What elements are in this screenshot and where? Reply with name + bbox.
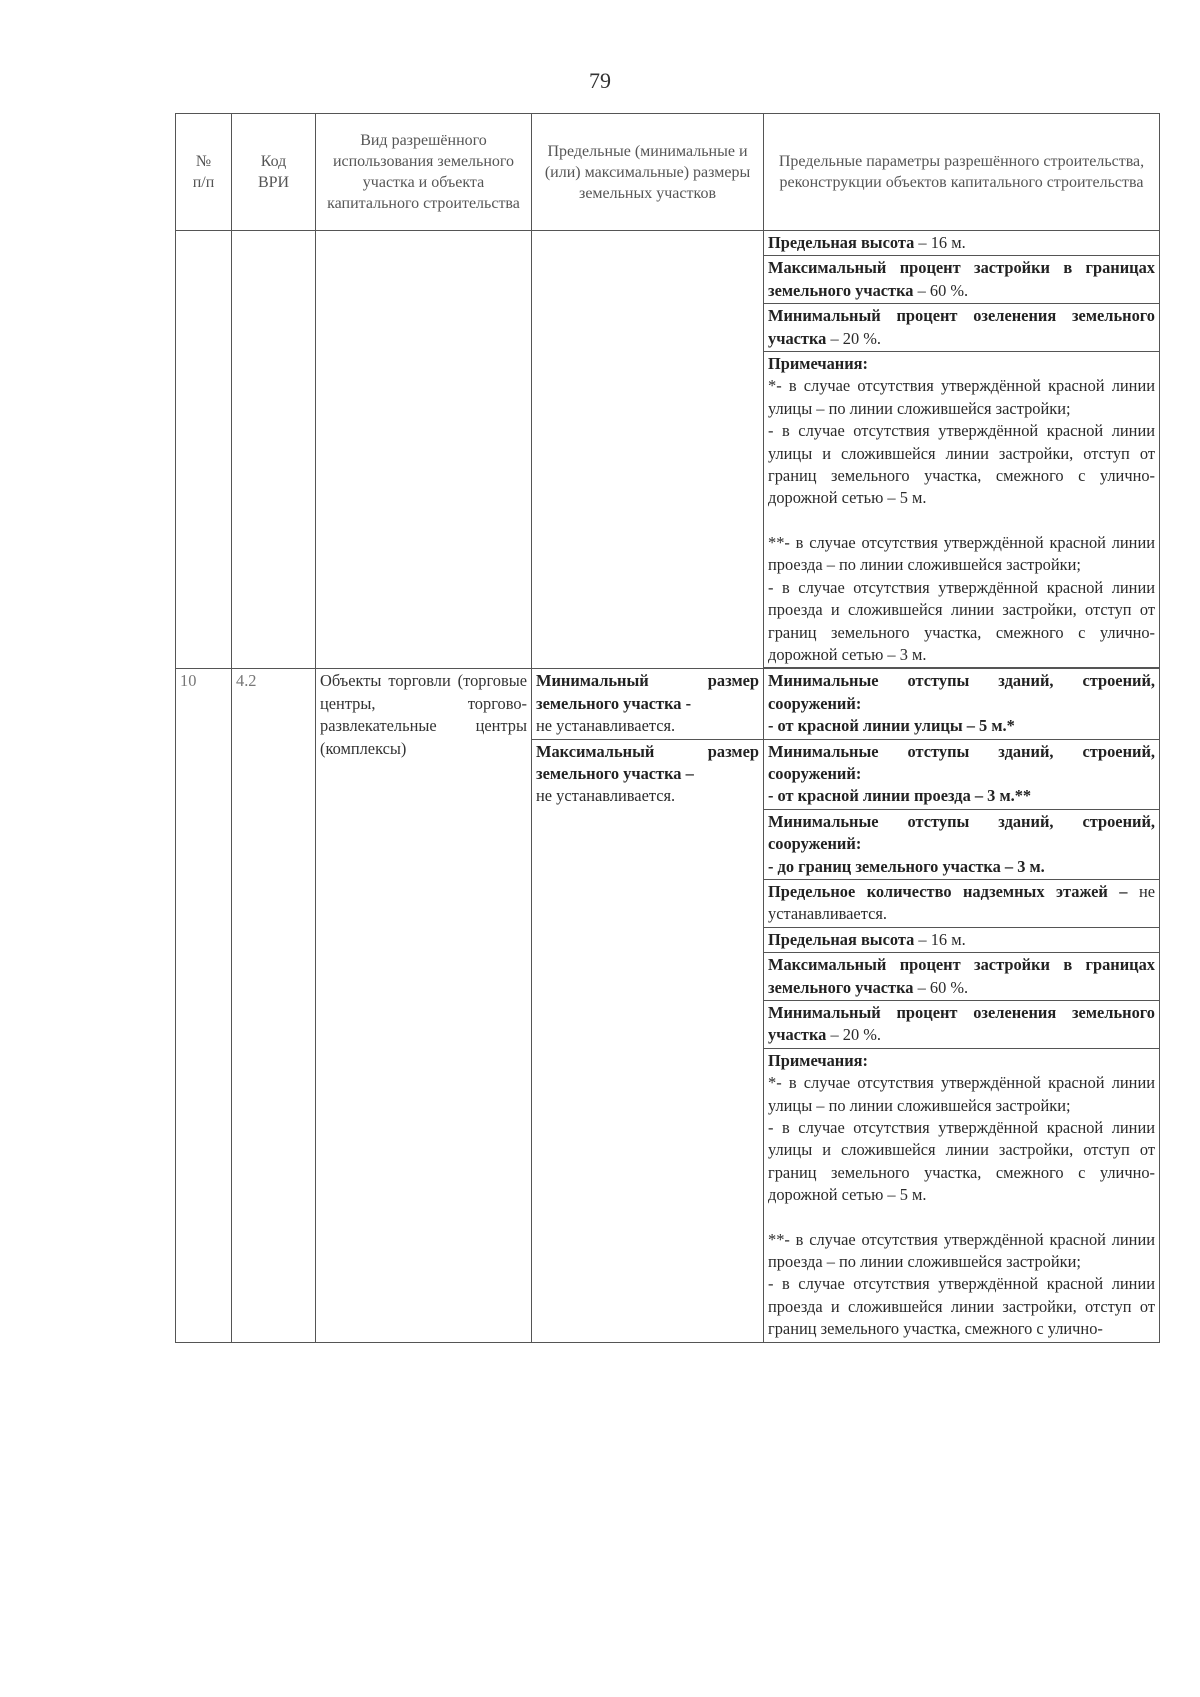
note-item: *- в случае отсутствия утверждённой красной линии улицы – по линии сложившейся застройки; (768, 1073, 1155, 1115)
cell-code-cont (232, 231, 316, 669)
cell-number-cont (176, 231, 232, 669)
notes-title: Примечания: (768, 1050, 868, 1070)
param-indent-border: Минимальные отступы зданий, строений, сооружений: - до границ земельного участка – 3 м. (764, 809, 1160, 879)
param-max-height: Предельная высота – 16 м. (764, 927, 1160, 952)
param-indent-street: Минимальные отступы зданий, строений, сооружений: - от красной линии улицы – 5 м.* (764, 669, 1160, 739)
cell-use-cont (316, 231, 532, 669)
note-item: **- в случае отсутствия утверждённой красной линии проезда – по линии сложившейся застройки; (768, 532, 1155, 575)
table-row (176, 231, 1160, 256)
page-number: 79 (589, 68, 611, 93)
header-use-type: Вид разрешённого использования земельного участка и объекта капитального строительства (316, 114, 532, 231)
note-item: - в случае отсутствия утверждённой красной линии проезда и сложившейся линии застройки, отступ от границ земельного участка, смежного с улично- (768, 1274, 1155, 1339)
param-floors: Предельное количество надземных этажей – не устанавливается. (764, 879, 1160, 927)
param-notes (764, 1048, 1160, 1342)
table-header-row (176, 114, 1160, 231)
header-code: Код ВРИ (232, 114, 316, 231)
header-parameters: Предельные параметры разрешённого строительства, реконструкции объектов капитального строительства (764, 114, 1160, 231)
param-indent-road: Минимальные отступы зданий, строений, сооружений: - от красной линии проезда – 3 м.** (764, 739, 1160, 809)
row-number: 10 (176, 669, 232, 1343)
header-number: № п/п (176, 114, 232, 231)
note-item: - в случае отсутствия утверждённой красной линии улицы и сложившейся линии застройки, отступ от границ земельного участка, смежного с улично-дорожной сетью – 5 м. (768, 1118, 1155, 1205)
note-item: *- в случае отсутствия утверждённой красной линии улицы – по линии сложившейся застройки; (768, 376, 1155, 418)
cell-size-cont (532, 231, 764, 669)
min-plot-size: Минимальный размер земельного участка - не устанавливается. (532, 669, 764, 739)
max-plot-size: Максимальный размер земельного участка – не устанавливается. (532, 739, 764, 1343)
row-use-name: Объекты торговли (торговые центры, торгово-развлекательные центры (комплексы) (316, 669, 532, 1343)
note-item: **- в случае отсутствия утверждённой красной линии проезда – по линии сложившейся застройки; (768, 1229, 1155, 1272)
param-min-green: Минимальный процент озеленения земельного участка – 20 %. (764, 1001, 1160, 1049)
note-item: - в случае отсутствия утверждённой красной линии улицы и сложившейся линии застройки, отступ от границ земельного участка, смежного с улично-дорожной сетью – 5 м. (768, 421, 1155, 508)
param-min-green: Минимальный процент озеленения земельного участка – 20 %. (764, 304, 1160, 352)
param-max-build: Максимальный процент застройки в границах земельного участка – 60 %. (764, 256, 1160, 304)
header-plot-sizes: Предельные (минимальные и (или) максимальные) размеры земельных участков (532, 114, 764, 231)
table-row-10 (176, 669, 1160, 739)
param-max-build: Максимальный процент застройки в границах земельного участка – 60 %. (764, 953, 1160, 1001)
param-notes (764, 352, 1160, 668)
notes-title: Примечания: (768, 354, 868, 374)
param-max-height: Предельная высота – 16 м. (764, 231, 1160, 256)
regulations-table (175, 113, 1160, 1343)
note-item: - в случае отсутствия утверждённой красной линии проезда и сложившейся линии застройки, отступ от границ земельного участка, смежного с улично-дорожной сетью – 3 м. (768, 577, 1155, 664)
row-code: 4.2 (232, 669, 316, 1343)
